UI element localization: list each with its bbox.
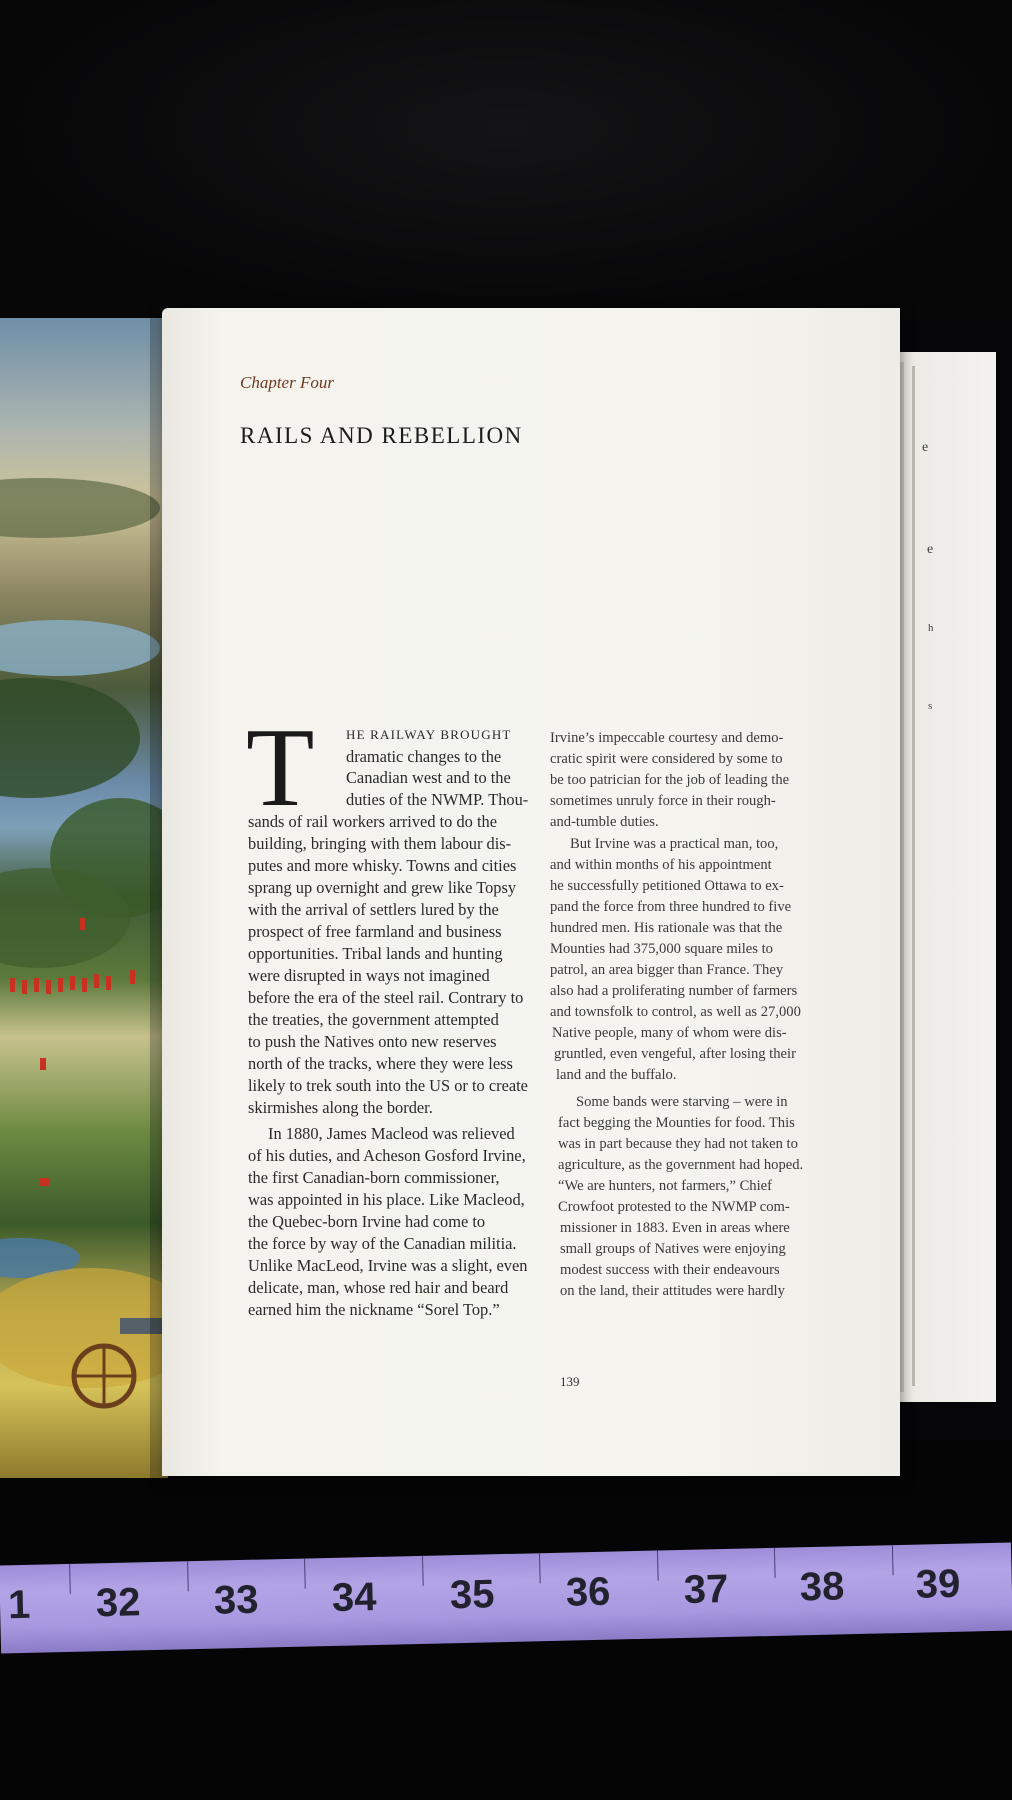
text-line: the force by way of the Canadian militia. xyxy=(248,1234,517,1253)
tape-number: 37 xyxy=(683,1566,729,1612)
text-line: sprang up overnight and grew like Topsy xyxy=(248,878,517,897)
tape-tick xyxy=(187,1561,189,1591)
text-line: before the era of the steel rail. Contrary to xyxy=(248,988,524,1007)
tape-tick xyxy=(304,1559,306,1589)
drop-cap: T xyxy=(246,706,315,830)
text-line: putes and more whisky. Towns and cities xyxy=(248,856,517,875)
edge-letter: s xyxy=(928,700,933,712)
text-line: likely to trek south into the US or to create xyxy=(248,1076,528,1095)
text-line: dramatic changes to the xyxy=(346,747,502,766)
text-line: small groups of Natives were enjoying xyxy=(560,1241,786,1257)
tape-number: 36 xyxy=(565,1569,611,1615)
page-edge-line xyxy=(900,362,904,1392)
text-line: the treaties, the government attempted xyxy=(248,1010,499,1029)
edge-letter: e xyxy=(922,440,929,455)
text-line: sands of rail workers arrived to do the xyxy=(248,812,497,831)
painting-page xyxy=(0,318,168,1478)
text-line: prospect of free farmland and business xyxy=(248,922,502,941)
text-line: patrol, an area bigger than France. They xyxy=(550,962,784,978)
text-line: north of the tracks, where they were less xyxy=(248,1054,513,1073)
tape-tick xyxy=(69,1564,71,1594)
text-line: Native people, many of whom were dis- xyxy=(552,1025,787,1041)
text-line: on the land, their attitudes were hardly xyxy=(560,1283,785,1299)
text-line: were disrupted in ways not imagined xyxy=(248,966,490,985)
text-line: sometimes unruly force in their rough- xyxy=(550,793,776,809)
text-line: hundred men. His rationale was that the xyxy=(550,920,783,936)
text-line: But Irvine was a practical man, too, xyxy=(570,836,779,852)
chapter-label: Chapter Four xyxy=(240,373,334,392)
text-line: delicate, man, whose red hair and beard xyxy=(248,1278,509,1297)
text-line: the first Canadian-born commissioner, xyxy=(248,1168,500,1187)
tape-tick xyxy=(422,1556,424,1586)
text-line: pand the force from three hundred to five xyxy=(550,899,792,915)
text-line: Crowfoot protested to the NWMP com- xyxy=(558,1199,790,1215)
tape-number: 34 xyxy=(331,1574,377,1620)
text-line: Canadian west and to the xyxy=(346,768,511,787)
text-line: “We are hunters, not farmers,” Chief xyxy=(558,1178,772,1194)
text-line: duties of the NWMP. Thou- xyxy=(346,790,529,809)
edge-letter: e xyxy=(927,542,934,557)
tape-tick xyxy=(539,1553,541,1583)
text-line: was appointed in his place. Like Macleod, xyxy=(248,1190,525,1209)
text-line: he successfully petitioned Ottawa to ex- xyxy=(550,878,784,894)
text-line: earned him the nickname “Sorel Top.” xyxy=(248,1300,500,1319)
text-line: In 1880, James Macleod was relieved xyxy=(268,1124,515,1143)
text-line: modest success with their endeavours xyxy=(560,1262,780,1278)
text-line: also had a proliferating number of farmers xyxy=(550,983,798,999)
text-line: of his duties, and Acheson Gosford Irvine, xyxy=(248,1146,526,1165)
tape-tick xyxy=(657,1551,659,1581)
page-number: 139 xyxy=(560,1374,580,1389)
text-line: and within months of his appointment xyxy=(550,857,772,873)
page-edge-line xyxy=(912,366,915,1386)
text-line: building, bringing with them labour dis- xyxy=(248,834,512,853)
edge-letter: h xyxy=(928,622,934,634)
tape-number: 32 xyxy=(95,1580,142,1626)
battle-painting-illustration xyxy=(0,318,168,1478)
text-line: Some bands were starving – were in xyxy=(576,1094,788,1110)
text-line: and-tumble duties. xyxy=(550,814,659,830)
text-line: was in part because they had not taken to xyxy=(558,1136,798,1152)
text-line: agriculture, as the government had hoped. xyxy=(558,1157,804,1173)
text-line: fact begging the Mounties for food. This xyxy=(558,1115,795,1131)
text-line: to push the Natives onto new reserves xyxy=(248,1032,497,1051)
text-line: and townsfolk to control, as well as 27,000 xyxy=(550,1004,801,1020)
background-dark-top xyxy=(0,0,1012,320)
tape-number: 38 xyxy=(799,1564,845,1610)
text-line: missioner in 1883. Even in areas where xyxy=(560,1220,790,1236)
text-line: cratic spirit were considered by some to xyxy=(550,751,783,767)
text-line: Mounties had 375,000 square miles to xyxy=(550,941,773,957)
text-line: land and the buffalo. xyxy=(556,1067,677,1083)
text-line: Irvine’s impeccable courtesy and demo- xyxy=(550,730,784,746)
tape-number: 33 xyxy=(213,1577,259,1623)
text-line: HE RAILWAY BROUGHT xyxy=(346,727,512,742)
text-line: be too patrician for the job of leading the xyxy=(550,772,790,788)
tape-tick xyxy=(774,1548,776,1578)
text-line: gruntled, even vengeful, after losing their xyxy=(554,1046,796,1062)
tape-tick xyxy=(892,1545,894,1575)
chapter-title: RAILS AND REBELLION xyxy=(240,423,523,448)
text-line: Unlike MacLeod, Irvine was a slight, even xyxy=(248,1256,528,1275)
text-line: with the arrival of settlers lured by the xyxy=(248,900,499,919)
tape-number: 1 xyxy=(7,1582,31,1628)
tape-number: 39 xyxy=(915,1561,961,1607)
text-line: skirmishes along the border. xyxy=(248,1098,433,1117)
text-line: the Quebec-born Irvine had come to xyxy=(248,1212,486,1231)
text-line: opportunities. Tribal lands and hunting xyxy=(248,944,503,963)
tape-number: 35 xyxy=(449,1572,495,1618)
